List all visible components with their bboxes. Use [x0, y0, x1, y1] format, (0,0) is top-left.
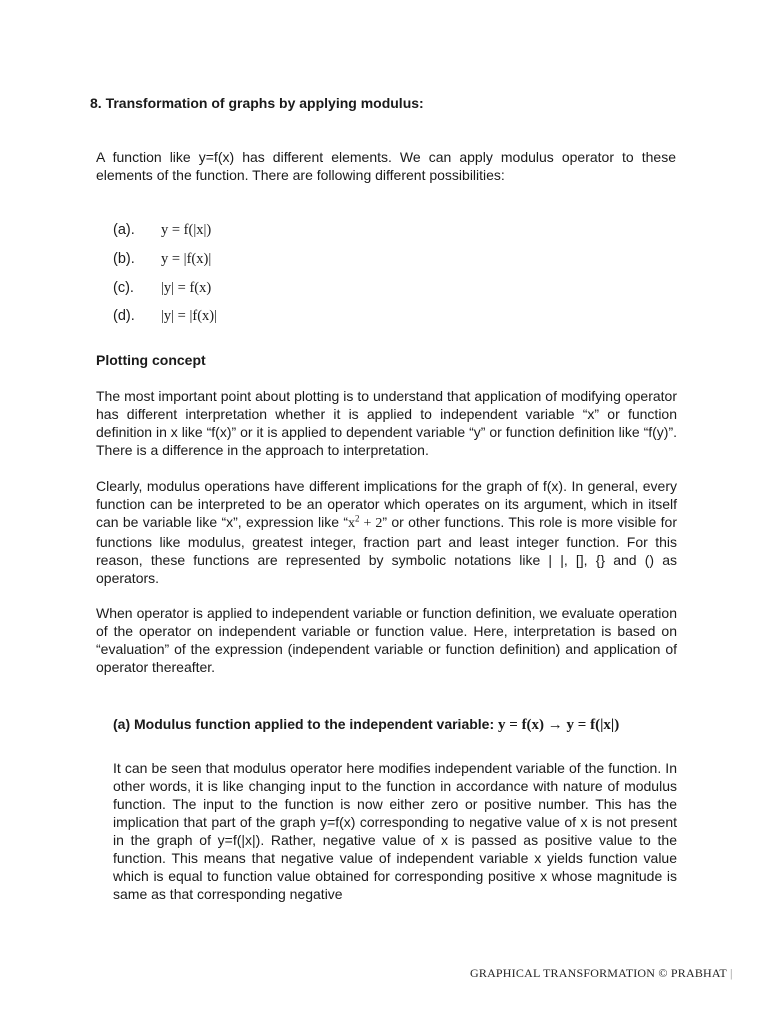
math-expression: y = f(|x|) [161, 222, 212, 238]
list-label: (c). [113, 280, 134, 296]
subsection-a-body: It can be seen that modulus operator here modifies independent variable of the function. In other words, it is like changing input to the function in accordance with nature of modulus function. The input to the function is now either zero or positive number. This has the implication that part of the graph y=f(x) corresponding to negative value of x is not present in the graph of y=f(|x|). Rather, negative value of x is passed as positive value to the function. This means that negative value of independent variable x yields function value which is equal to function value obtained for corresponding positive x whose magnitude is same as that corresponding negative [113, 760, 677, 902]
text-run: Clearly, modulus operations have different implications for the graph of f(x). In general, every function can be interpreted to be an operator which operates on its argument, which in itself can be variable like “x”, expression like “ [96, 478, 677, 530]
math-base: x [348, 516, 356, 531]
possibility-b [113, 247, 211, 271]
plotting-heading: Plotting concept [96, 352, 206, 368]
subsection-title-text: (a) Modulus function applied to the independent variable: [113, 716, 499, 732]
possibility-c [113, 276, 211, 300]
text-run: ” or other functions. This role is more visible for functions like modulus, greatest integer, fraction part and least integer function. For this reason, these functions are represented by symbolic notations like | |, [], {} and () as operators. [96, 514, 677, 586]
possibility-a [113, 218, 211, 242]
plotting-paragraph-3: When operator is applied to independent variable or function definition, we evaluate operation of the operator on independent variable or function value. Here, interpretation is based on “evaluation” of the expression (independent variable or function definition) and application of operator thereafter. [96, 605, 677, 675]
plotting-paragraph-2 [96, 477, 677, 587]
math-expression: y = |f(x)| [161, 251, 212, 267]
intro-paragraph: A function like y=f(x) has different elements. We can apply modulus operator to these elements of the function. There are following different possibilities: [96, 149, 676, 183]
list-label: (a). [113, 222, 135, 238]
subsection-a-title [113, 716, 619, 734]
math-expression: |y| = f(x) [161, 280, 212, 296]
possibility-d [113, 304, 217, 328]
plotting-paragraph-1: The most important point about plotting is to understand that application of modifying operator has different interpretation whether it is applied to independent variable “x” or function definition in x like “f(x)” or it is applied to dependent variable “y” or function definition like “f(y)”. There is a difference in the approach to interpretation. [96, 388, 677, 458]
list-label: (d). [113, 308, 135, 324]
section-title: 8. Transformation of graphs by applying modulus: [90, 95, 424, 111]
page-footer [470, 966, 768, 986]
math-expression: |y| = |f(x)| [161, 308, 218, 324]
math-exponent: 2 [355, 513, 360, 524]
footer-text: GRAPHICAL TRANSFORMATION © PRABHAT [470, 966, 727, 980]
footer-separator: | [729, 966, 733, 980]
inline-math [348, 513, 383, 531]
list-label: (b). [113, 251, 135, 267]
subsection-title-math: y = f(x) → y = f(|x|) [498, 717, 620, 733]
math-rest: + 2 [359, 516, 383, 531]
